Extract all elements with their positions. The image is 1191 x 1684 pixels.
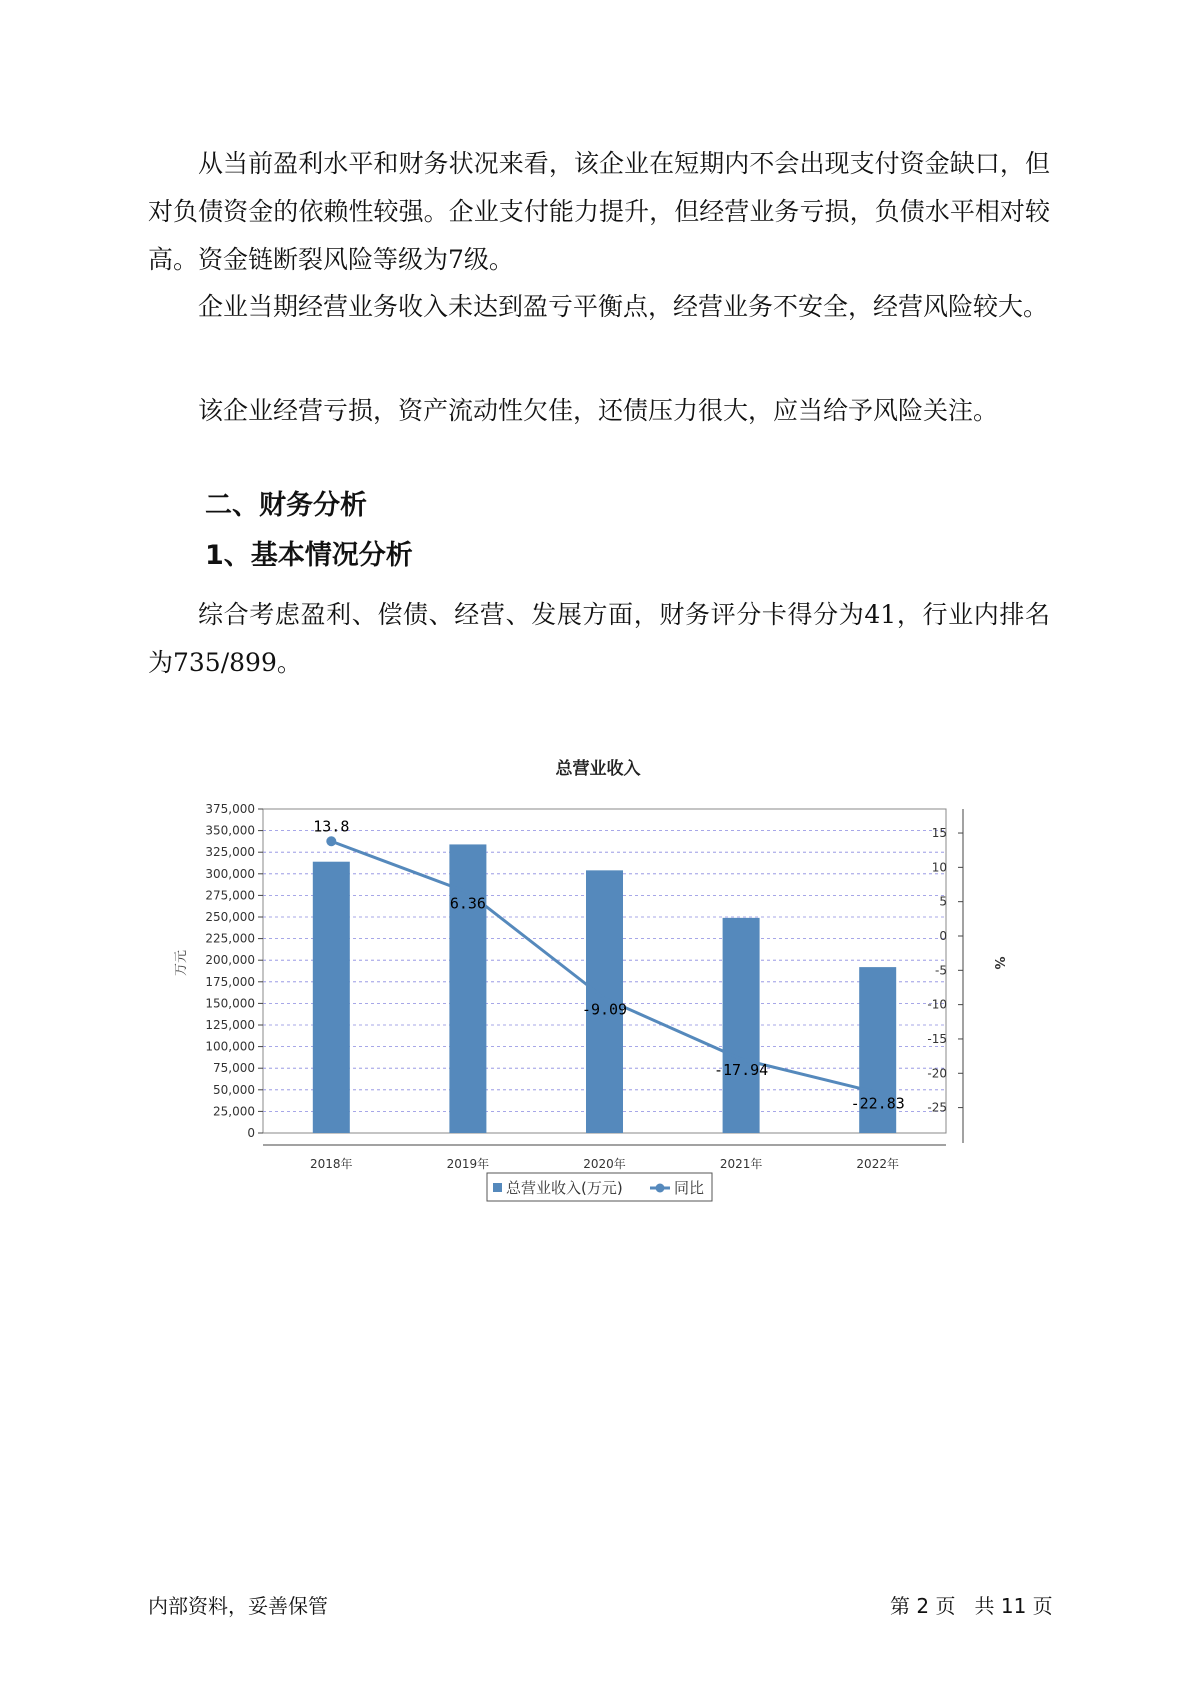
y-tick-label: 250,000 [205, 910, 255, 924]
y2-axis-label: % [991, 956, 1006, 970]
y-tick-label: 350,000 [205, 823, 255, 838]
y-tick-label: 275,000 [205, 888, 255, 903]
yoy-point [326, 836, 336, 846]
section-heading: 二、财务分析 [205, 490, 367, 521]
y-tick-label: 375,000 [205, 802, 255, 816]
chart-title: 总营业收入 [555, 759, 641, 779]
chart-legend [487, 1173, 712, 1201]
x-tick-label: 2019年 [446, 1157, 490, 1171]
x-tick-label: 2018年 [310, 1157, 353, 1171]
y-tick-label: 0 [247, 1126, 255, 1140]
x-tick-label: 2022年 [856, 1157, 899, 1171]
y-tick-label: 75,000 [213, 1061, 255, 1076]
legend-bar-label: 总营业收入(万元) [506, 1179, 623, 1197]
y-axis-label: 万元 [174, 949, 189, 977]
y-tick-label: 300,000 [205, 866, 255, 881]
y2-tick-label: 15 [931, 826, 947, 841]
yoy-data-label: -9.09 [581, 1000, 628, 1019]
y2-tick-label: -10 [927, 997, 947, 1012]
y-tick-label: 125,000 [205, 1018, 255, 1032]
y2-tick-label: -5 [935, 963, 947, 978]
yoy-data-label: 13.8 [313, 817, 350, 836]
y-tick-label: 25,000 [213, 1104, 255, 1119]
y2-tick-label: -25 [927, 1100, 947, 1115]
paragraph-operating-risk: 企业当期经营业务收入未达到盈亏平衡点，经营业务不安全，经营风险较大。 [198, 292, 1049, 321]
y-tick-label: 100,000 [205, 1039, 255, 1054]
footer-confidential: 内部资料，妥善保管 [148, 1594, 328, 1618]
y2-tick-label: 5 [939, 894, 947, 909]
paragraph-risk-attention: 该企业经营亏损，资产流动性欠佳，还债压力很大，应当给予风险关注。 [198, 396, 999, 425]
yoy-data-label: -22.83 [850, 1094, 905, 1113]
y-tick-label: 150,000 [205, 996, 255, 1011]
y-tick-label: 50,000 [213, 1082, 255, 1097]
legend-bar-swatch [493, 1183, 502, 1192]
y-tick-label: 200,000 [205, 953, 255, 968]
legend-line-label: 同比 [674, 1179, 705, 1197]
y-tick-label: 325,000 [205, 845, 255, 860]
legend-line-marker [656, 1184, 665, 1193]
revenue-bar [723, 918, 760, 1133]
paragraph-scorecard: 综合考虑盈利、偿债、经营、发展方面，财务评分卡得分为41，行业内排名为735/899。 [148, 600, 1050, 677]
revenue-bar [313, 862, 350, 1133]
y2-tick-label: -20 [927, 1066, 947, 1081]
x-tick-label: 2020年 [583, 1157, 626, 1171]
footer-page-number: 第 2 页 共 11 页 [890, 1594, 1053, 1618]
y-tick-label: 175,000 [205, 974, 255, 989]
x-tick-label: 2021年 [719, 1157, 763, 1171]
yoy-data-label: -17.94 [714, 1061, 769, 1080]
paragraph-funding-risk: 从当前盈利水平和财务状况来看，该企业在短期内不会出现支付资金缺口，但对负债资金的依赖性较强。企业支付能力提升，但经营业务亏损，负债水平相对较高。资金链断裂风险等级为7级。 [148, 149, 1050, 274]
y-tick-label: 225,000 [205, 931, 255, 946]
y2-tick-label: 10 [931, 860, 947, 875]
y2-tick-label: 0 [939, 928, 947, 943]
subsection-heading: 1、基本情况分析 [205, 540, 413, 571]
y2-tick-label: -15 [927, 1031, 947, 1046]
yoy-data-label: 6.36 [449, 894, 486, 913]
